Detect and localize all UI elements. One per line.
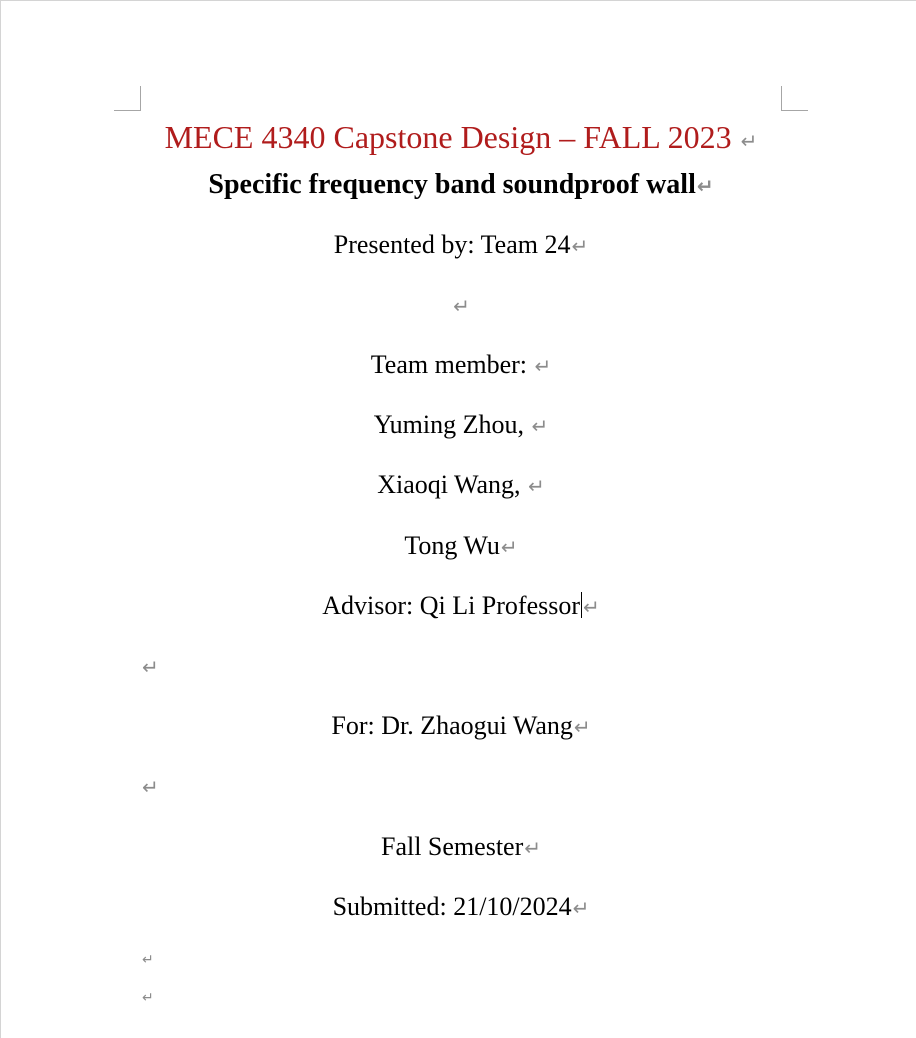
paragraph-mark-icon: ↵	[572, 896, 590, 920]
paragraph-mark-icon: ↵	[142, 990, 154, 1006]
empty-paragraph[interactable]	[141, 979, 781, 1013]
team-member-line[interactable]	[141, 470, 781, 501]
paragraph-mark-icon: ↵	[740, 129, 758, 153]
empty-paragraph[interactable]	[141, 941, 781, 975]
team-member-line[interactable]	[141, 531, 781, 562]
paragraph-mark-icon: ↵	[500, 535, 518, 559]
submitted-text: Submitted: 21/10/2024	[332, 892, 572, 921]
document-subtitle-line[interactable]	[141, 169, 781, 202]
advisor-text: Advisor: Qi Li Professor	[322, 591, 581, 620]
paragraph-mark-icon: ↵	[573, 715, 591, 739]
paragraph-mark-icon: ↵	[531, 414, 549, 438]
paragraph-mark-icon: ↵	[583, 595, 600, 619]
paragraph-mark-icon: ↵	[534, 354, 552, 378]
paragraph-mark-icon: ↵	[142, 775, 159, 799]
paragraph-mark-icon: ↵	[453, 294, 470, 318]
team-member-name: Xiaoqi Wang,	[377, 470, 528, 499]
margin-corner-top-left	[114, 86, 141, 111]
semester-line[interactable]	[141, 832, 781, 863]
team-member-line[interactable]	[141, 410, 781, 441]
team-member-name: Tong Wu	[404, 531, 500, 560]
document-title: MECE 4340 Capstone Design – FALL 2023	[164, 119, 732, 155]
document-title-line[interactable]	[141, 119, 781, 159]
empty-paragraph[interactable]	[141, 290, 781, 321]
margin-corner-top-right	[781, 86, 808, 111]
text-cursor	[581, 592, 582, 618]
paragraph-mark-icon: ↵	[142, 952, 154, 968]
empty-paragraph[interactable]	[141, 771, 781, 802]
presented-by-line[interactable]	[141, 230, 781, 261]
document-subtitle: Specific frequency band soundproof wall	[208, 169, 696, 200]
for-text: For: Dr. Zhaogui Wang	[331, 711, 573, 740]
paragraph-mark-icon: ↵	[142, 655, 159, 679]
team-member-name: Yuming Zhou,	[373, 410, 531, 439]
paragraph-mark-icon: ↵	[524, 836, 542, 860]
empty-paragraph[interactable]	[141, 651, 781, 682]
for-line[interactable]	[141, 711, 781, 742]
semester-text: Fall Semester	[380, 832, 524, 861]
submitted-line[interactable]	[141, 892, 781, 923]
paragraph-mark-icon: ↵	[696, 174, 714, 198]
presented-by-text: Presented by: Team 24	[333, 230, 571, 259]
paragraph-mark-icon: ↵	[528, 474, 545, 498]
paragraph-mark-icon: ↵	[571, 234, 589, 258]
advisor-line[interactable]	[141, 591, 781, 622]
team-member-label: Team member:	[370, 350, 534, 379]
team-member-label-line[interactable]	[141, 350, 781, 381]
